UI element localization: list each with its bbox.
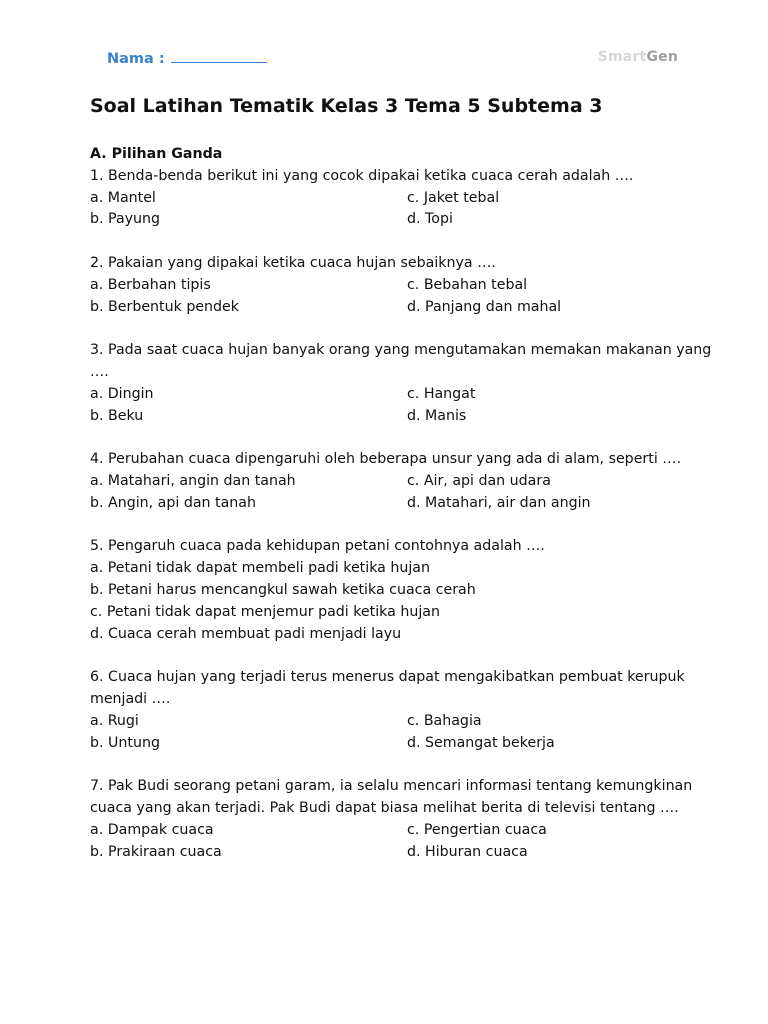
brand-logo-part2: Gen	[646, 49, 678, 65]
option-c: c. Pengertian cuaca	[407, 821, 547, 838]
question-2	[90, 253, 680, 318]
option-d: d. Cuaca cerah membuat padi menjadi layu	[90, 625, 402, 642]
option-b: b. Angin, api dan tanah	[90, 494, 256, 511]
question-text: 1. Benda-benda berikut ini yang cocok dipakai ketika cuaca cerah adalah ….	[90, 167, 634, 184]
name-blank-line	[171, 48, 267, 63]
question-text: 6. Cuaca hujan yang terjadi terus menerus dapat mengakibatkan pembuat kerupuk	[90, 669, 685, 686]
question-text: 2. Pakaian yang dipakai ketika cuaca hujan sebaiknya ….	[90, 254, 496, 271]
option-b: b. Beku	[90, 407, 144, 424]
question-text: 5. Pengaruh cuaca pada kehidupan petani contohnya adalah ….	[90, 538, 545, 555]
brand-logo-part1: Smart	[597, 49, 647, 65]
option-b: b. Petani harus mencangkul sawah ketika cuaca cerah	[90, 581, 476, 598]
option-c: c. Air, api dan udara	[407, 472, 551, 489]
section-title: A. Pilihan Ganda	[90, 146, 223, 162]
options-grid	[90, 188, 680, 232]
question-text: 3. Pada saat cuaca hujan banyak orang yang mengutamakan memakan makanan yang	[90, 342, 712, 359]
option-d: d. Matahari, air dan angin	[407, 494, 591, 511]
option-a: a. Dampak cuaca	[90, 821, 214, 838]
question-text-continued: ….	[90, 363, 109, 380]
question-1	[90, 166, 680, 231]
question-7	[90, 776, 693, 863]
name-label: Nama :	[107, 51, 165, 67]
option-a: a. Petani tidak dapat membeli padi ketika hujan	[90, 560, 430, 577]
page-title: Soal Latihan Tematik Kelas 3 Tema 5 Subtema 3	[90, 95, 603, 117]
options-grid	[90, 384, 680, 428]
option-d: d. Panjang dan mahal	[407, 298, 562, 315]
option-b: b. Payung	[90, 211, 161, 228]
question-list	[90, 144, 712, 885]
option-c: c. Hangat	[407, 385, 476, 402]
option-c: c. Petani tidak dapat menjemur padi ketika hujan	[90, 603, 440, 620]
options-grid	[90, 711, 680, 755]
option-c: c. Bahagia	[407, 712, 482, 729]
question-text: 4. Perubahan cuaca dipengaruhi oleh beberapa unsur yang ada di alam, seperti ….	[90, 451, 681, 468]
option-b: b. Untung	[90, 734, 160, 751]
options-grid	[90, 471, 680, 515]
option-d: d. Semangat bekerja	[407, 734, 555, 751]
question-text-continued: menjadi ….	[90, 690, 171, 707]
option-a: a. Berbahan tipis	[90, 276, 211, 293]
question-6	[90, 667, 685, 754]
option-c: c. Bebahan tebal	[407, 276, 528, 293]
question-5	[90, 536, 680, 645]
question-3	[90, 340, 712, 427]
question-text-continued: cuaca yang akan terjadi. Pak Budi dapat biasa melihat berita di televisi tentang ….	[90, 799, 679, 816]
option-d: d. Topi	[407, 211, 453, 228]
question-text: 7. Pak Budi seorang petani garam, ia selalu mencari informasi tentang kemungkinan	[90, 778, 693, 795]
brand-logo	[598, 49, 678, 65]
option-c: c. Jaket tebal	[407, 189, 500, 206]
option-b: b. Berbentuk pendek	[90, 298, 240, 315]
name-field-label	[107, 48, 267, 67]
question-4	[90, 449, 680, 514]
options-grid	[90, 275, 680, 319]
option-d: d. Hiburan cuaca	[407, 843, 528, 860]
option-a: a. Dingin	[90, 385, 154, 402]
option-a: a. Matahari, angin dan tanah	[90, 472, 296, 489]
option-d: d. Manis	[407, 407, 467, 424]
option-b: b. Prakiraan cuaca	[90, 843, 222, 860]
option-a: a. Rugi	[90, 712, 139, 729]
option-a: a. Mantel	[90, 189, 156, 206]
options-grid	[90, 820, 680, 864]
